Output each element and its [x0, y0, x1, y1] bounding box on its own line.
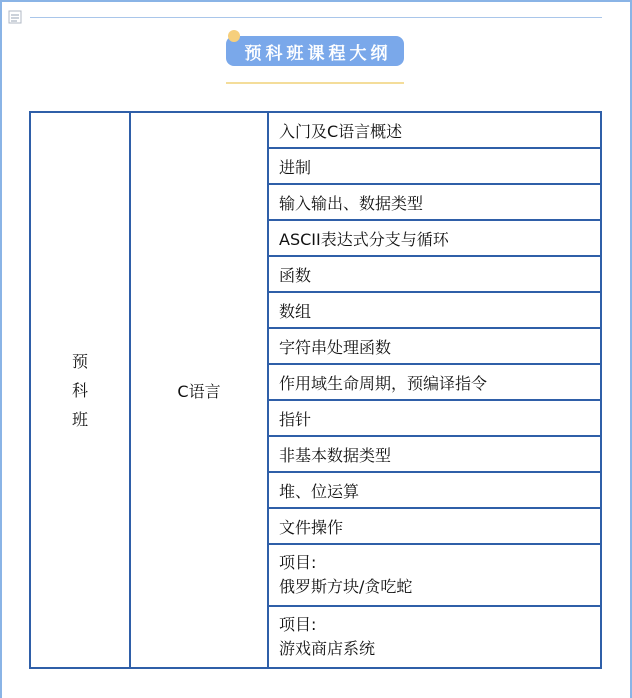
- topic-text: 项目:: [279, 553, 317, 572]
- title-underline: [226, 82, 404, 84]
- topic-cell: [268, 328, 601, 364]
- topic-text: 作用域生命周期，预编译指令: [279, 373, 488, 393]
- topic-text: 项目:: [279, 615, 317, 634]
- topic-cell: [268, 544, 601, 606]
- topic-text: 俄罗斯方块/贪吃蛇: [279, 577, 413, 596]
- topic-cell: [268, 112, 601, 148]
- topic-cell: [268, 292, 601, 328]
- topic-cell: [268, 184, 601, 220]
- table-row: [30, 112, 601, 148]
- topic-cell: [268, 472, 601, 508]
- topic-text: 入门及C语言概述: [279, 121, 403, 141]
- section-char: 科: [71, 380, 88, 400]
- topic-text: 字符串处理函数: [279, 337, 392, 357]
- topic-cell: [268, 436, 601, 472]
- section-cell: [30, 112, 130, 668]
- topic-cell: [268, 606, 601, 668]
- course-cell: [130, 112, 268, 668]
- topic-cell: [268, 364, 601, 400]
- topic-cell: [268, 256, 601, 292]
- topic-text: 函数: [279, 265, 312, 285]
- topic-text: 文件操作: [279, 517, 344, 537]
- topic-text: 输入输出、数据类型: [279, 193, 424, 213]
- topic-text: 指针: [279, 409, 312, 429]
- topic-cell: [268, 148, 601, 184]
- topic-cell: [268, 400, 601, 436]
- course-name: C语言: [177, 381, 221, 401]
- topic-text: 游戏商店系统: [279, 639, 376, 658]
- header-divider: [30, 17, 602, 18]
- section-char: 预: [71, 351, 88, 371]
- topic-text: 数组: [279, 301, 312, 321]
- topic-text: 非基本数据类型: [279, 445, 392, 465]
- section-label: [72, 347, 88, 434]
- topic-cell: [268, 220, 601, 256]
- topic-cell: [268, 508, 601, 544]
- topic-text: 进制: [279, 157, 312, 177]
- document-icon: [8, 10, 22, 24]
- page-title: 预科班课程大纲: [226, 36, 404, 66]
- title-dot-decoration: [228, 30, 240, 42]
- section-char: 班: [71, 409, 88, 429]
- topic-text: ASCII表达式分支与循环: [279, 229, 449, 249]
- topic-text: 堆、位运算: [279, 481, 360, 501]
- course-outline-table: [29, 111, 602, 669]
